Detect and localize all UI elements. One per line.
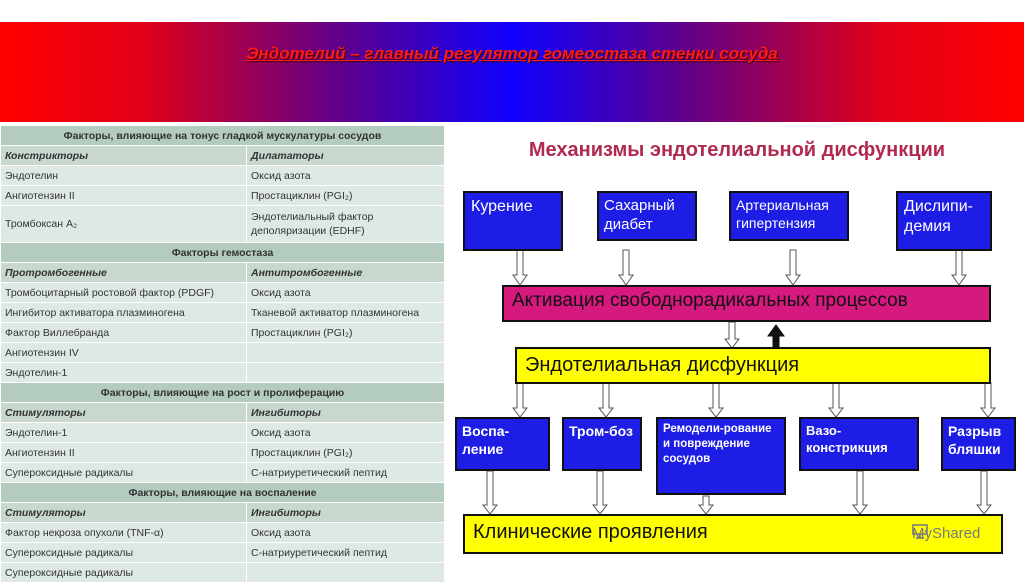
- table-cell-right: Эндотелиальный фактор деполяризации (EDHF): [247, 206, 445, 243]
- arrow-smoking: [513, 250, 527, 285]
- column-header-row: [1, 263, 445, 283]
- table-cell-left: Ангиотензин IV: [1, 343, 247, 363]
- diagram-title: Механизмы эндотелиальной дисфункции: [528, 139, 946, 161]
- slide-title: Эндотелий – главный регулятор гомеостаза стенки сосуда: [246, 44, 778, 63]
- column-header-row: [1, 146, 445, 166]
- table-cell-right: Оксид азота: [247, 423, 445, 443]
- arrow-up-dysfunction: [768, 325, 784, 347]
- table-cell-left: Фактор Виллебранда: [1, 323, 247, 343]
- logo-text: MyShared: [912, 524, 981, 542]
- table-row: [1, 523, 445, 543]
- effect-thrombosis-label: Тром-боз: [569, 423, 633, 439]
- table-cell-right: Тканевой активатор плазминогена: [247, 303, 445, 323]
- arrow-c2: [593, 471, 607, 514]
- table-cell-right: Оксид азота: [247, 523, 445, 543]
- table-cell-left: Супероксидные радикалы: [1, 563, 247, 583]
- section-title: Факторы гемостаза: [1, 243, 445, 263]
- table-cell-left: Супероксидные радикалы: [1, 463, 247, 483]
- table-cell-left: Протромбогенные: [1, 263, 247, 283]
- table-cell-right: Дилататоры: [247, 146, 445, 166]
- endothelial-dysfunction: Эндотелиальная дисфункция: [515, 347, 991, 384]
- table-cell-right: [247, 363, 445, 383]
- table-row: [1, 423, 445, 443]
- effect-plaque-rupture-label: Разрыв бляшки: [948, 423, 1002, 457]
- effect-remodeling-label: Ремодели-рование и повреждение сосудов: [663, 423, 772, 465]
- table-cell-left: Фактор некроза опухоли (TNF-α): [1, 523, 247, 543]
- table-row: [1, 443, 445, 463]
- effect-plaque-rupture: [941, 417, 1016, 471]
- table-cell-right: С-натриуретический пептид: [247, 463, 445, 483]
- table-cell-right: Ингибиторы: [247, 403, 445, 423]
- arrow-remodeling: [709, 383, 723, 417]
- arrow-hypertension: [786, 250, 800, 285]
- arrow-inflammation: [513, 383, 527, 417]
- arrow-thrombosis: [599, 383, 613, 417]
- free-radical-activation: Активация свободнорадикальных процессов: [502, 285, 991, 322]
- table-cell-left: Стимуляторы: [1, 503, 247, 523]
- table-cell-right: Антитромбогенные: [247, 263, 445, 283]
- table-cell-left: Констрикторы: [1, 146, 247, 166]
- table-cell-left: Эндотелин-1: [1, 363, 247, 383]
- table-row: [1, 543, 445, 563]
- table-row: [1, 283, 445, 303]
- table-row: [1, 363, 445, 383]
- table-cell-left: Тромбоцитарный ростовой фактор (PDGF): [1, 283, 247, 303]
- section-title: Факторы, влияющие на рост и пролиферацию: [1, 383, 445, 403]
- clinical-manifestations-label: Клинические проявления: [473, 521, 708, 543]
- table-row: [1, 563, 445, 583]
- section-header-row: [1, 383, 445, 403]
- column-header-row: [1, 403, 445, 423]
- table-cell-right: Простациклин (PGI₂): [247, 186, 445, 206]
- arrow-c4: [853, 471, 867, 514]
- factors-table-panel: [0, 125, 444, 579]
- cause-dyslipidemia-label: Дислипи-демия: [904, 198, 973, 235]
- dysfunction-diagram: [450, 125, 1024, 576]
- cause-diabetes-label: Сахарный диабет: [604, 197, 675, 233]
- table-cell-left: Ангиотензин II: [1, 443, 247, 463]
- table-row: [1, 206, 445, 243]
- arrow-diabetes: [619, 250, 633, 285]
- table-row: [1, 323, 445, 343]
- effect-arrows: [513, 383, 995, 417]
- effect-inflammation: [455, 417, 550, 471]
- table-cell-left: Ангиотензин II: [1, 186, 247, 206]
- arrow-vasoconstriction: [829, 383, 843, 417]
- arrow-plaque: [981, 383, 995, 417]
- table-cell-right: Простациклин (PGI₂): [247, 443, 445, 463]
- section-title: Факторы, влияющие на тонус гладкой мускулатуры сосудов: [1, 126, 445, 146]
- section-header-row: [1, 243, 445, 263]
- section-header-row: [1, 126, 445, 146]
- table-cell-left: Эндотелин: [1, 166, 247, 186]
- arrow-c1: [483, 471, 497, 514]
- effect-thrombosis: [562, 417, 642, 471]
- column-header-row: [1, 503, 445, 523]
- table-cell-right: Оксид азота: [247, 166, 445, 186]
- table-cell-right: [247, 343, 445, 363]
- table-cell-right: Ингибиторы: [247, 503, 445, 523]
- cause-smoking: Курение: [463, 191, 563, 251]
- arrow-c3: [699, 496, 713, 514]
- table-cell-right: Простациклин (PGI₂): [247, 323, 445, 343]
- table-cell-left: Эндотелин-1: [1, 423, 247, 443]
- effect-remodeling: [656, 417, 786, 495]
- section-header-row: [1, 483, 445, 503]
- title-banner: [0, 22, 1024, 122]
- table-cell-right: С-натриуретический пептид: [247, 543, 445, 563]
- table-cell-left: Супероксидные радикалы: [1, 543, 247, 563]
- table-cell-right: [247, 563, 445, 583]
- effect-inflammation-label: Воспа-ление: [462, 423, 510, 457]
- section-title: Факторы, влияющие на воспаление: [1, 483, 445, 503]
- effect-vasoconstriction-label: Вазо-констрикция: [806, 423, 888, 455]
- table-row: [1, 186, 445, 206]
- presentation-icon: [912, 523, 928, 539]
- myshared-logo: [912, 523, 1022, 543]
- effect-vasoconstriction: [799, 417, 919, 471]
- arrow-dyslipidemia: [952, 250, 966, 285]
- factors-table: [0, 125, 445, 583]
- table-cell-left: Стимуляторы: [1, 403, 247, 423]
- table-cell-right: Оксид азота: [247, 283, 445, 303]
- table-row: [1, 303, 445, 323]
- cause-dyslipidemia: [896, 191, 992, 251]
- arrow-down-activation: [725, 322, 739, 348]
- table-row: [1, 463, 445, 483]
- table-row: [1, 166, 445, 186]
- cause-arrows: [513, 250, 966, 285]
- cause-diabetes: [597, 191, 697, 241]
- table-cell-left: Тромбоксан A₂: [1, 206, 247, 243]
- arrow-c5: [977, 471, 991, 514]
- cause-hypertension: [729, 191, 849, 241]
- cause-hypertension-label: Артериальная гипертензия: [736, 197, 829, 231]
- table-row: [1, 343, 445, 363]
- table-cell-left: Ингибитор активатора плазминогена: [1, 303, 247, 323]
